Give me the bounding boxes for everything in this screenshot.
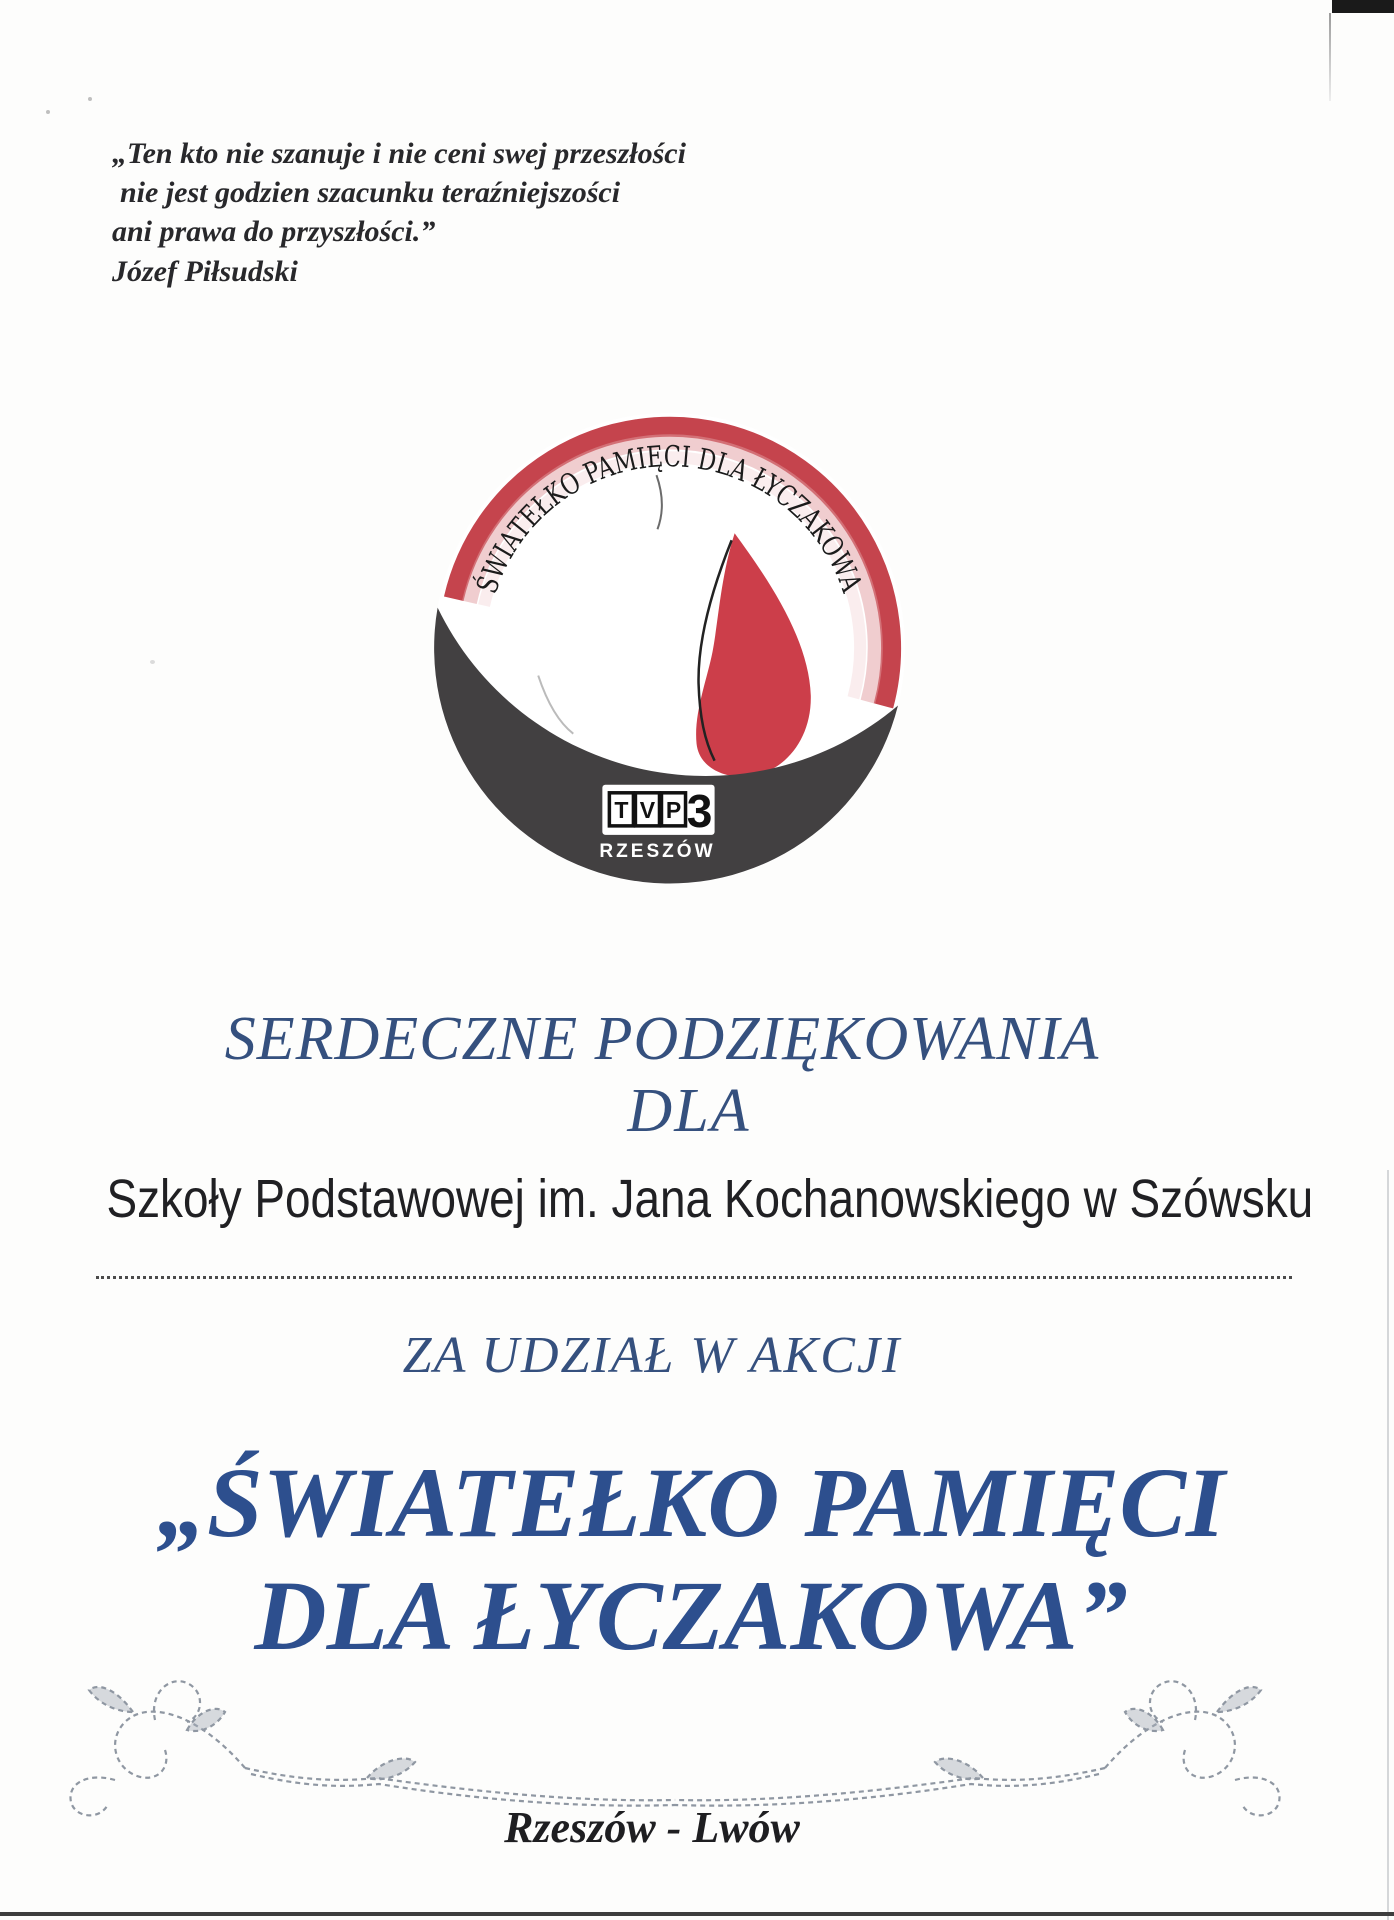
thanks-for-label: DLA xyxy=(627,1077,751,1145)
quote-block xyxy=(112,134,686,291)
quote-attribution: Józef Piłsudski xyxy=(112,255,298,288)
tvp-number-3: 3 xyxy=(686,784,713,837)
quote-line: „Ten kto nie szanuje i nie ceni swej przeszłości xyxy=(112,137,686,170)
recipient-line xyxy=(0,1168,1394,1230)
tvp3-logo xyxy=(602,785,714,837)
flourish-left xyxy=(70,1681,675,1815)
tvp-letter-t: T xyxy=(614,796,629,823)
quote-line: ani prawa do przyszłości.” xyxy=(112,215,436,248)
tvp-letter-p: P xyxy=(665,796,682,823)
tvp-letter-v: V xyxy=(639,796,656,823)
recipient-name: Szkoły Podstawowej im. Jana Kochanowskiego w Szówsku xyxy=(106,1169,1314,1229)
campaign-title-line1: „ŚWIATEŁKO PAMIĘCI xyxy=(157,1447,1225,1558)
thanks-heading: SERDECZNE PODZIĘKOWANIA xyxy=(224,1005,1100,1073)
campaign-logo xyxy=(434,413,905,884)
scan-speck xyxy=(46,110,50,114)
campaign-logo-svg xyxy=(434,413,905,884)
footer-cities: Rzeszów - Lwów xyxy=(504,1803,800,1852)
flourish-right xyxy=(675,1681,1280,1815)
scan-edge-line xyxy=(1329,13,1331,101)
quote-line: nie jest godzien szacunku teraźniejszości xyxy=(120,176,621,209)
scan-corner-bar xyxy=(1332,0,1394,13)
logo-arc-text: ŚWIATEŁKO PAMIĘCI DLA ŁYCZAKOWA xyxy=(469,438,871,601)
scan-speck xyxy=(88,97,92,101)
campaign-title xyxy=(0,1446,1388,1672)
scan-bottom-line xyxy=(0,1912,1394,1916)
dotted-line xyxy=(96,1258,1292,1279)
scan-speck xyxy=(150,660,155,664)
scan-edge-line xyxy=(1387,1170,1389,1920)
participation-line: ZA UDZIAŁ W AKCJI xyxy=(402,1327,902,1384)
tvp-region-label: RZESZÓW xyxy=(599,840,716,862)
campaign-title-line2: DLA ŁYCZAKOWA” xyxy=(254,1560,1128,1671)
